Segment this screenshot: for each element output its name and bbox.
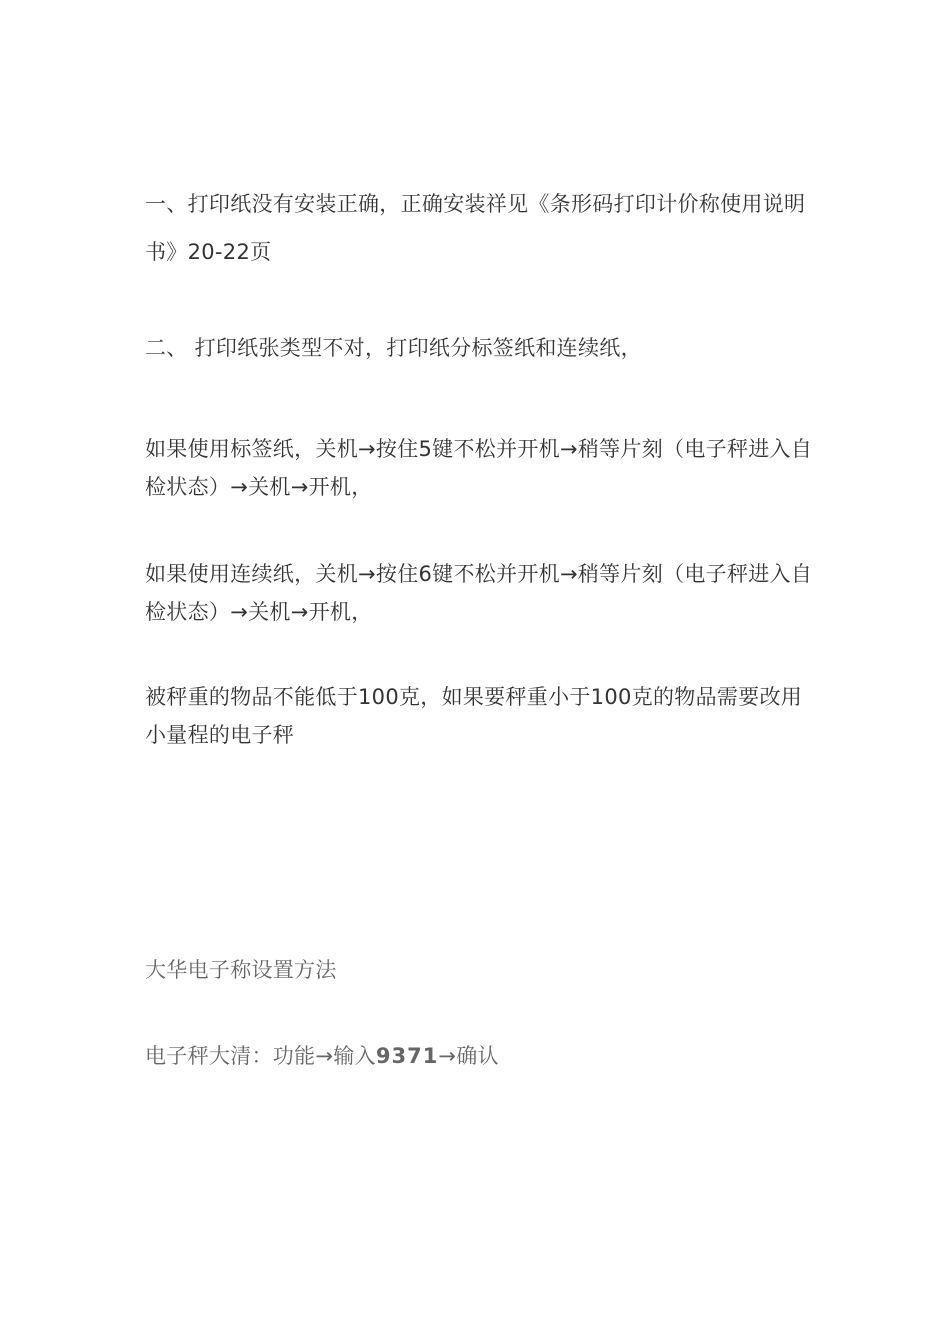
paragraph-continuous-paper: 如果使用连续纸，关机→按住6键不松并开机→稍等片刻（电子秤进入自检状态）→关机→开机， [145,562,813,624]
clear-instruction-prefix: 电子秤大清：功能→输入 [145,1044,376,1068]
section-title: 大华电子称设置方法 [145,958,337,982]
paragraph-install-paper: 一、打印纸没有安装正确，正确安装祥见《条形码打印计价称使用说明书》20-22页 [145,192,806,264]
clear-instruction [145,1038,815,1074]
paragraph-label-paper: 如果使用标签纸，关机→按住5键不松并开机→稍等片刻（电子秤进入自检状态）→关机→开机， [145,437,813,499]
clear-instruction-code: 9371 [375,1044,439,1068]
clear-instruction-suffix: →确认 [438,1044,499,1068]
paragraph-min-weight: 被秤重的物品不能低于100克，如果要秤重小于100克的物品需要改用小量程的电子秤 [145,685,803,747]
paragraph-paper-type: 二、 打印纸张类型不对，打印纸分标签纸和连续纸， [145,336,642,360]
